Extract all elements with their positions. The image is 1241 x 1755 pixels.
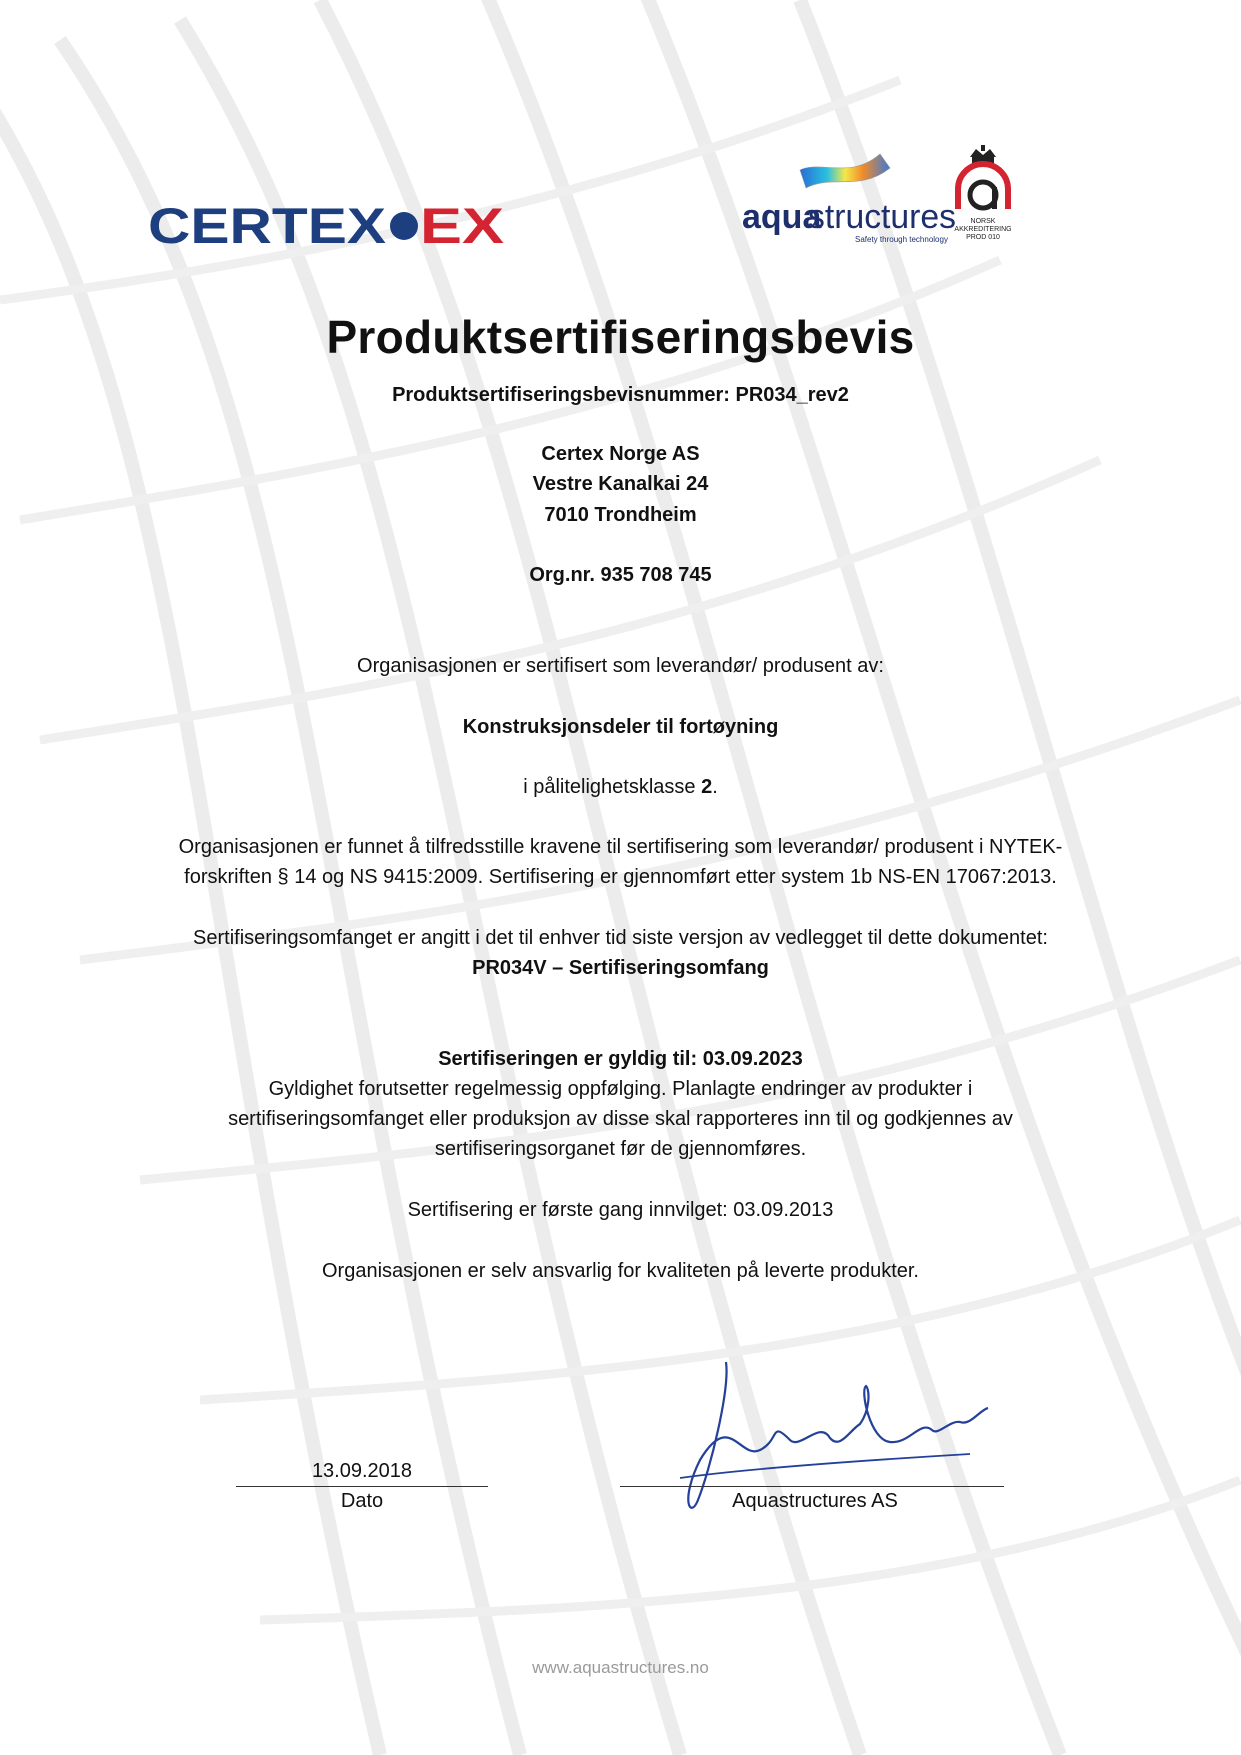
svg-text:AKKREDITERING: AKKREDITERING xyxy=(954,226,1012,233)
validity-line-3: sertifiseringsorganet før de gjennomføres. xyxy=(434,1138,807,1160)
aqua-logo-text-bold: aqua xyxy=(742,198,822,236)
product-name: Konstruksjonsdeler til fortøyning xyxy=(462,716,779,738)
valid-until: Sertifiseringen er gyldig til: 03.09.2023 xyxy=(438,1048,803,1070)
first-granted: Sertifisering er første gang innvilget: 03.09.2013 xyxy=(407,1199,834,1221)
validity-line-1: Gyldighet forutsetter regelmessig oppfølging. Planlagte endringer av produkter i xyxy=(268,1078,973,1100)
validity-line-2: sertifiseringsomfanget eller produksjon av disse skal rapporteres inn til og godkjennes av xyxy=(228,1108,1013,1130)
certex-logo-text-red: EX xyxy=(420,200,504,248)
date-value: 13.09.2018 xyxy=(311,1460,413,1482)
company-street: Vestre Kanalkai 24 xyxy=(532,473,709,495)
svg-text:PROD 010: PROD 010 xyxy=(966,234,1000,241)
page-title: Produktsertifiseringsbevis xyxy=(326,311,915,363)
norsk-akkreditering-logo xyxy=(950,145,1016,245)
org-number: Org.nr. 935 708 745 xyxy=(529,564,712,586)
aqua-tagline: Safety through technology xyxy=(855,235,948,244)
requirements-line-2: forskriften § 14 og NS 9415:2009. Sertifisering er gjennomført etter system 1b NS-EN 17067:2013. xyxy=(184,866,1057,888)
responsibility-text: Organisasjonen er selv ansvarlig for kvaliteten på leverte produkter. xyxy=(322,1260,919,1282)
footer-website[interactable]: www.aquastructures.no xyxy=(532,1658,709,1677)
date-label: Dato xyxy=(340,1490,384,1512)
aquastructures-logo xyxy=(740,140,960,250)
svg-text:NORSK: NORSK xyxy=(970,218,996,225)
reliability-class-value: 2 xyxy=(701,776,713,798)
signature-line xyxy=(620,1486,1004,1487)
date-line xyxy=(236,1486,488,1487)
certex-logo-text-blue: CERTEX xyxy=(148,200,386,248)
intro-text: Organisasjonen er sertifisert som leverandør/ produsent av: xyxy=(357,655,884,677)
company-city: 7010 Trondheim xyxy=(544,504,697,526)
scope-text: Sertifiseringsomfanget er angitt i det til enhver tid siste versjon av vedlegget til dette dokumentet: xyxy=(193,927,1048,949)
akkr-arch xyxy=(958,164,1008,209)
requirements-line-1: Organisasjonen er funnet å tilfredsstille kravene til sertifisering som leverandør/ produsent i NYTEK- xyxy=(178,836,1063,858)
signer-label: Aquastructures AS xyxy=(732,1490,898,1512)
certex-logo-dot xyxy=(390,212,418,240)
aqua-logo-text-regular: structures xyxy=(808,198,956,236)
company-name: Certex Norge AS xyxy=(541,443,700,465)
scope-document: PR034V – Sertifiseringsomfang xyxy=(472,957,769,979)
certex-logo xyxy=(148,200,504,248)
aqua-mesh-emblem xyxy=(800,154,890,188)
certificate-number: Produktsertifiseringsbevisnummer: PR034_rev2 xyxy=(392,384,849,406)
reliability-class: i pålitelighetsklasse 2. xyxy=(523,776,718,798)
